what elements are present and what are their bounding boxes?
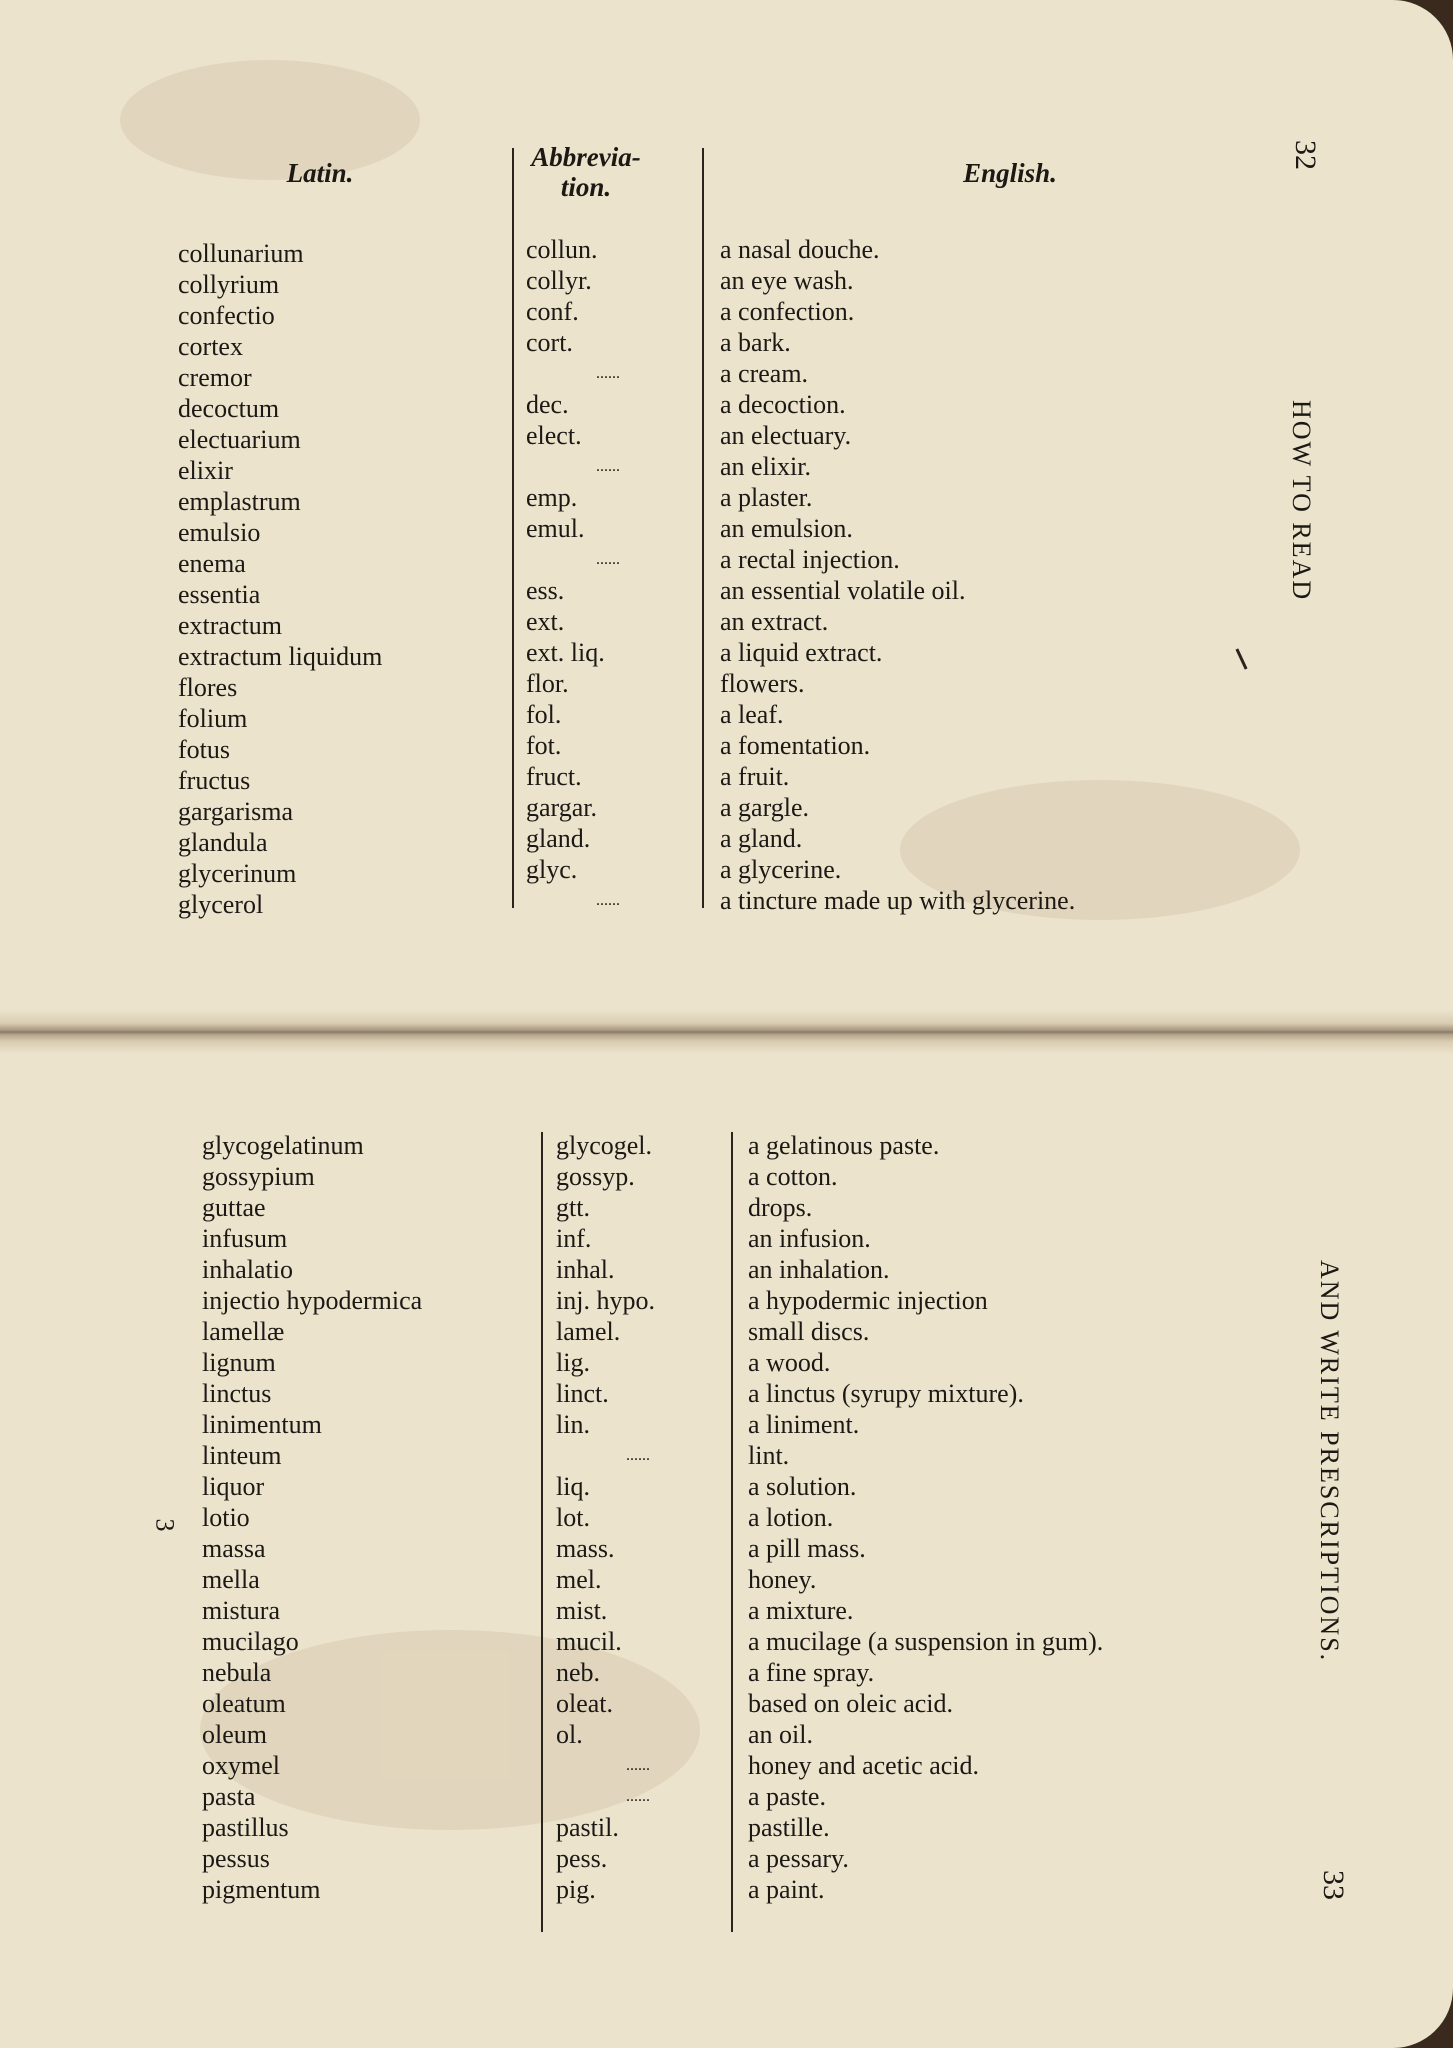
latin-term: cremor — [178, 363, 252, 392]
abbreviation: glycogel. — [556, 1131, 653, 1160]
latin-term: extractum liquidum — [178, 642, 383, 671]
latin-term: cortex — [178, 332, 243, 361]
english-meaning: a leaf. — [720, 700, 784, 729]
english-meaning: pastille. — [748, 1813, 830, 1842]
abbreviation: inj. hypo. — [556, 1286, 655, 1315]
abbreviation: collyr. — [526, 266, 592, 295]
abbreviation: gargar. — [526, 793, 597, 822]
abbreviation: mass. — [556, 1534, 615, 1563]
latin-term: pastillus — [202, 1813, 289, 1842]
english-meaning: an elixir. — [720, 452, 811, 481]
latin-term: flores — [178, 673, 238, 702]
column-rule-right — [731, 1132, 733, 1932]
latin-term: liquor — [202, 1472, 265, 1501]
latin-term: mucilago — [202, 1627, 299, 1656]
english-meaning: a fine spray. — [748, 1658, 875, 1687]
english-meaning: a linctus (syrupy mixture). — [748, 1379, 1024, 1408]
column-rule-left — [512, 148, 514, 908]
abbreviation: glyc. — [526, 855, 578, 884]
abbreviation: oleat. — [556, 1689, 614, 1718]
abbreviation: emul. — [526, 514, 585, 543]
latin-term: collunarium — [178, 239, 304, 268]
latin-term: extractum — [178, 611, 282, 640]
latin-column-header: Latin. — [286, 158, 354, 188]
abbreviation: lot. — [556, 1503, 590, 1532]
abbreviation: elect. — [526, 421, 582, 450]
english-meaning: a paint. — [748, 1875, 825, 1904]
abbreviation: flor. — [526, 669, 569, 698]
english-meaning: an oil. — [748, 1720, 813, 1749]
english-meaning: a hypodermic injection — [748, 1286, 988, 1315]
latin-term: folium — [178, 704, 248, 733]
running-head: HOW TO READ — [1287, 400, 1316, 602]
signature-mark: 3 — [150, 1518, 180, 1532]
english-meaning: lint. — [748, 1441, 790, 1470]
english-meaning: a paste. — [748, 1782, 826, 1811]
english-meaning: a lotion. — [748, 1503, 834, 1532]
abbreviation: neb. — [556, 1658, 601, 1687]
latin-term: glycerinum — [178, 859, 297, 888]
abbreviation: mist. — [556, 1596, 608, 1625]
latin-term: massa — [202, 1534, 266, 1563]
abbreviation: ...... — [596, 365, 620, 382]
latin-term: lotio — [202, 1503, 250, 1532]
book-gutter — [0, 1010, 1453, 1054]
abbreviation: inhal. — [556, 1255, 615, 1284]
latin-term: emulsio — [178, 518, 261, 547]
english-meaning: a pill mass. — [748, 1534, 866, 1563]
latin-term: linteum — [202, 1441, 282, 1470]
english-meaning: flowers. — [720, 669, 805, 698]
pen-mark — [1235, 648, 1247, 669]
abbreviation: lamel. — [556, 1317, 621, 1346]
abbreviation: ...... — [626, 1447, 650, 1464]
abbreviation: pig. — [556, 1875, 596, 1904]
english-meaning: a nasal douche. — [720, 235, 880, 264]
latin-term: emplastrum — [178, 487, 301, 516]
abbreviation: pastil. — [556, 1813, 619, 1842]
page-number: 33 — [1317, 1870, 1350, 1900]
latin-term: lignum — [202, 1348, 276, 1377]
abbreviation: fot. — [526, 731, 562, 760]
column-rule-left — [541, 1132, 543, 1932]
latin-term: injectio hypodermica — [202, 1286, 423, 1315]
latin-term: collyrium — [178, 270, 280, 299]
abbreviation: mel. — [556, 1565, 602, 1594]
latin-term: oleatum — [202, 1689, 286, 1718]
english-meaning-list — [720, 234, 1075, 916]
english-meaning: an electuary. — [720, 421, 852, 450]
english-meaning: a solution. — [748, 1472, 857, 1501]
abbreviation: fol. — [526, 700, 562, 729]
english-meaning: small discs. — [748, 1317, 870, 1346]
abbreviation: linct. — [556, 1379, 609, 1408]
abbreviation: gtt. — [556, 1193, 590, 1222]
english-meaning: a plaster. — [720, 483, 813, 512]
english-meaning: a gelatinous paste. — [748, 1131, 940, 1160]
abbreviation: ...... — [596, 458, 620, 475]
english-meaning: an extract. — [720, 607, 829, 636]
english-meaning: a cotton. — [748, 1162, 838, 1191]
latin-term: oxymel — [202, 1751, 280, 1780]
english-meaning: a wood. — [748, 1348, 831, 1377]
latin-term: oleum — [202, 1720, 267, 1749]
english-meaning: a liquid extract. — [720, 638, 883, 667]
english-meaning: a gargle. — [720, 793, 810, 822]
english-meaning: a tincture made up with glycerine. — [720, 886, 1076, 915]
latin-term: nebula — [202, 1658, 272, 1687]
english-meaning: a rectal injection. — [720, 545, 900, 574]
latin-term: linimentum — [202, 1410, 322, 1439]
abbreviation: dec. — [526, 390, 569, 419]
abbreviation: ol. — [556, 1720, 583, 1749]
abbreviation: cort. — [526, 328, 573, 357]
latin-term: gossypium — [202, 1162, 315, 1191]
latin-term: electuarium — [178, 425, 301, 454]
english-meaning: a fruit. — [720, 762, 790, 791]
running-head: AND WRITE PRESCRIPTIONS. — [1315, 1260, 1344, 1663]
english-meaning: a fomentation. — [720, 731, 871, 760]
abbreviation: ext. — [526, 607, 565, 636]
english-meaning: a mixture. — [748, 1596, 854, 1625]
latin-term-list — [178, 238, 382, 920]
latin-term: lamellæ — [202, 1317, 285, 1346]
abbreviation: fruct. — [526, 762, 582, 791]
latin-term: enema — [178, 549, 246, 578]
english-meaning: an essential volatile oil. — [720, 576, 966, 605]
english-meaning-list — [748, 1130, 1103, 1905]
abbreviation: ...... — [626, 1788, 650, 1805]
english-meaning: honey. — [748, 1565, 817, 1594]
english-meaning: an inhalation. — [748, 1255, 890, 1284]
abbreviation: lin. — [556, 1410, 590, 1439]
latin-term: elixir — [178, 456, 233, 485]
latin-term: mistura — [202, 1596, 280, 1625]
abbreviation: emp. — [526, 483, 578, 512]
english-meaning: an eye wash. — [720, 266, 854, 295]
latin-term: gargarisma — [178, 797, 294, 826]
english-meaning: honey and acetic acid. — [748, 1751, 979, 1780]
english-meaning: based on oleic acid. — [748, 1689, 954, 1718]
abbreviation: ...... — [596, 892, 620, 909]
column-rule-right — [702, 148, 704, 908]
latin-term: guttae — [202, 1193, 266, 1222]
english-meaning: a cream. — [720, 359, 809, 388]
abbreviation: ...... — [596, 551, 620, 568]
latin-term: pessus — [202, 1844, 270, 1873]
abbreviation: ext. liq. — [526, 638, 605, 667]
latin-term: fotus — [178, 735, 230, 764]
latin-term: inhalatio — [202, 1255, 293, 1284]
latin-term: glandula — [178, 828, 268, 857]
english-meaning: a bark. — [720, 328, 791, 357]
latin-term: decoctum — [178, 394, 280, 423]
english-meaning: an emulsion. — [720, 514, 853, 543]
latin-term: essentia — [178, 580, 261, 609]
english-meaning: a pessary. — [748, 1844, 849, 1873]
abbreviation: ess. — [526, 576, 565, 605]
latin-term: glycogelatinum — [202, 1131, 364, 1160]
abbreviation: ...... — [626, 1757, 650, 1774]
english-meaning: drops. — [748, 1193, 813, 1222]
latin-term: linctus — [202, 1379, 272, 1408]
abbreviation: gossyp. — [556, 1162, 635, 1191]
abbreviation-column-header: Abbrevia- tion. — [531, 142, 641, 202]
abbreviation-list — [526, 234, 620, 916]
abbreviation: collun. — [526, 235, 598, 264]
abbreviation: mucil. — [556, 1627, 622, 1656]
english-meaning: a glycerine. — [720, 855, 842, 884]
abbreviation-list — [556, 1130, 655, 1905]
latin-term: infusum — [202, 1224, 288, 1253]
abbreviation: liq. — [556, 1472, 590, 1501]
latin-term: mella — [202, 1565, 260, 1594]
english-column-header: English. — [963, 158, 1057, 188]
english-meaning: a liniment. — [748, 1410, 860, 1439]
abbreviation: pess. — [556, 1844, 608, 1873]
latin-term: glycerol — [178, 890, 264, 919]
english-meaning: a confection. — [720, 297, 855, 326]
abbreviation: inf. — [556, 1224, 592, 1253]
english-meaning: a decoction. — [720, 390, 846, 419]
page-number: 32 — [1289, 140, 1322, 170]
latin-term: pigmentum — [202, 1875, 321, 1904]
abbreviation: conf. — [526, 297, 579, 326]
english-meaning: a mucilage (a suspension in gum). — [748, 1627, 1104, 1656]
latin-term: fructus — [178, 766, 251, 795]
page-33 — [0, 1030, 1453, 2048]
latin-term: pasta — [202, 1782, 256, 1811]
latin-term-list — [202, 1130, 422, 1905]
abbreviation: gland. — [526, 824, 591, 853]
abbreviation: lig. — [556, 1348, 590, 1377]
english-meaning: an infusion. — [748, 1224, 871, 1253]
latin-term: confectio — [178, 301, 275, 330]
english-meaning: a gland. — [720, 824, 803, 853]
